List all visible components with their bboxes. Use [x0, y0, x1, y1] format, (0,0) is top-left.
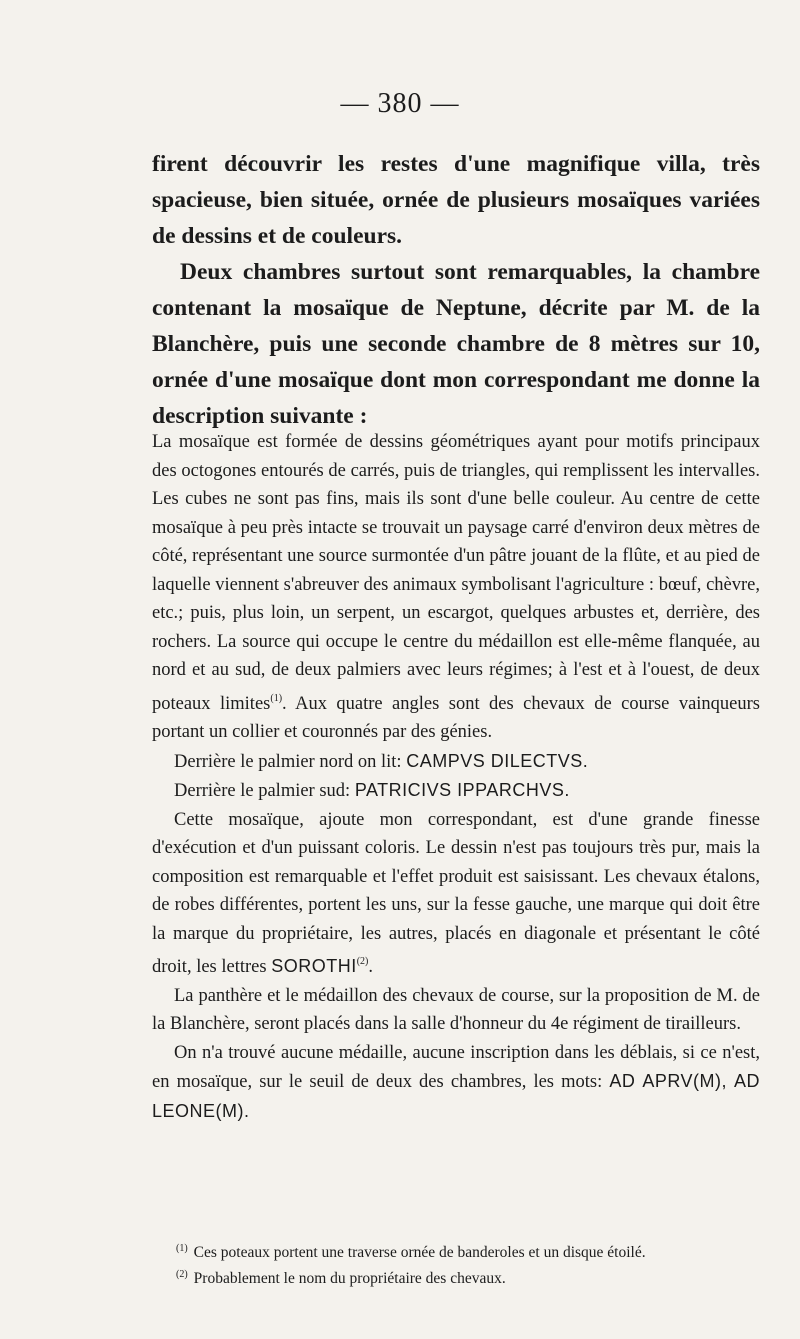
inscription-north	[152, 747, 760, 777]
inscription-sorothi: SOROTHI	[271, 956, 357, 976]
inscription-north-lead: Derrière le palmier nord on lit:	[174, 751, 407, 772]
intro-paragraph-2: Deux chambres surtout sont remarquables, la chambre contenant la mosaïque de Neptune, décrite par M. de la Blanchère, puis une seconde chambre de 8 mètres sur 10, ornée d'une mosaïque dont mon correspondant me donne la description suivante :	[152, 259, 760, 429]
intro-paragraph-1: firent découvrir les restes d'une magnifique villa, très spacieuse, bien située, ornée de plusieurs mosaïques variées de dessins et de couleurs.	[152, 151, 760, 249]
intro-text	[152, 146, 760, 434]
footnotes	[152, 1238, 760, 1290]
quote-paragraph-6	[152, 1039, 760, 1127]
quote-paragraph-4-tail: .	[368, 957, 374, 977]
footnote-1-text: Ces poteaux portent une traverse ornée de banderoles et un disque étoilé.	[193, 1244, 646, 1261]
quote-paragraph-5: La panthère et le médaillon des chevaux de course, sur la proposition de M. de la Blanchère, seront placés dans la salle d'honneur du 4e régiment de tirailleurs.	[152, 985, 760, 1034]
inscription-south-text: PATRICIVS IPPARCHVS.	[354, 780, 570, 800]
quote-paragraph-4	[152, 806, 760, 982]
page-number: — 380 —	[340, 88, 460, 119]
inscription-north-text: CAMPVS DILECTVS.	[406, 750, 589, 771]
quote-paragraph-6-text: On n'a trouvé aucune médaille, aucune inscription dans les déblais, si ce n'est, en mosaïque, sur le seuil de deux des chambres, les mots:	[152, 1042, 760, 1092]
footnote-ref-1: (1)	[270, 692, 283, 704]
footnote-1-mark: (1)	[176, 1243, 188, 1254]
inscription-threshold: AD APRV(M), AD LEONE(M).	[152, 1071, 761, 1121]
inscription-south-lead: Derrière le palmier sud:	[174, 781, 355, 801]
quote-paragraph-4-text: Cette mosaïque, ajoute mon correspondant, est d'une grande finesse d'exécution et d'un puissant coloris. Le dessin n'est pas toujours très pur, mais la composition est remarquable et l'effet produit est saisissant. Les chevaux étalons, de robes différentes, portent les uns, sur la fesse gauche, une marque qui doit être la marque du propriétaire, les autres, placés en diagonale et présentant le côté droit, les lettres	[152, 809, 760, 977]
footnote-ref-2: (2)	[356, 956, 369, 967]
quoted-description	[152, 428, 760, 1126]
footnote-2	[152, 1264, 760, 1290]
footnote-2-text: Probablement le nom du propriétaire des chevaux.	[193, 1270, 506, 1287]
inscription-south	[152, 776, 760, 806]
footnote-2-mark: (2)	[176, 1269, 188, 1280]
quote-paragraph-1-tail: . Aux quatre angles sont des chevaux de course vainqueurs portant un collier et couronnés par des génies.	[152, 693, 760, 742]
quote-paragraph-1	[152, 428, 760, 747]
footnote-1	[152, 1238, 760, 1264]
quote-paragraph-1-text: La mosaïque est formée de dessins géométriques ayant pour motifs principaux des octogones entourés de carrés, puis de triangles, qui remplissent les intervalles. Les cubes ne sont pas fins, mais ils sont d'une belle couleur. Au centre de cette mosaïque à peu près intacte se trouvait un paysage carré d'environ deux mètres de côté, représentant une source surmontée d'un pâtre jouant de la flûte, et au pied de laquelle viennent s'abreuver des animaux symbolisant l'agriculture : bœuf, chèvre, etc.; puis, plus loin, un serpent, un escargot, quelques arbustes et, derrière, des rochers. La source qui occupe le centre du médaillon est elle-même flanquée, au nord et au sud, de deux palmiers avec leurs régimes; à l'est et à l'ouest, de deux poteaux limites	[152, 432, 760, 714]
